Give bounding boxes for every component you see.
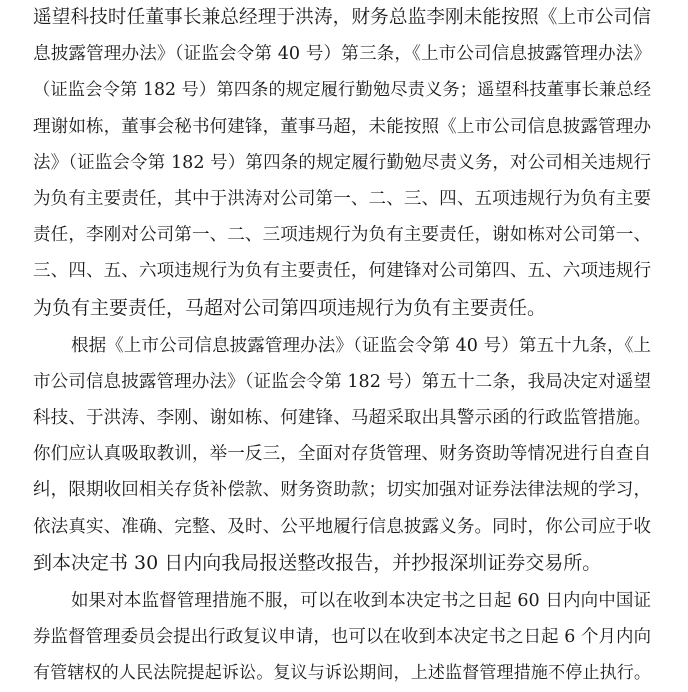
text-line: 科技、于洪涛、李刚、谢如栋、何建锋、马超采取出具警示函的行政监管措施。	[33, 408, 651, 429]
paragraph-responsibility	[33, 0, 651, 326]
text-line: 券监督管理委员会提出行政复议申请，也可以在收到本决定书之日起 6 个月内向	[33, 627, 651, 648]
text-line: 你们应认真吸取教训，举一反三，全面对存货管理、财务资助等情况进行自查自	[33, 444, 651, 465]
document-body	[33, 0, 651, 692]
text-line: （证监会令第 182 号）第四条的规定履行勤勉尽责义务；遥望科技董事长兼总经	[33, 80, 651, 101]
paragraph-decision	[33, 328, 651, 581]
text-line: 到本决定书 30 日内向我局报送整改报告，并抄报深圳证券交易所。	[33, 551, 602, 574]
text-line: 有管辖权的人民法院提起诉讼。复议与诉讼期间，上述监督管理措施不停止执行。	[33, 663, 651, 684]
text-line: 三、四、五、六项违规行为负有主要责任，何建锋对公司第四、五、六项违规行	[33, 261, 651, 282]
text-line: 理谢如栋，董事会秘书何建锋，董事马超，未能按照《上市公司信息披露管理办	[33, 116, 651, 137]
text-line: 市公司信息披露管理办法》（证监会令第 182 号）第五十二条，我局决定对遥望	[33, 371, 651, 392]
text-line: 息披露管理办法》（证监会令第 40 号）第三条，《上市公司信息披露管理办法》	[33, 44, 651, 65]
paragraph-appeal	[33, 583, 651, 692]
text-line: 如果对本监督管理措施不服，可以在收到本决定书之日起 60 日内向中国证	[71, 591, 651, 611]
text-line: 责任，李刚对公司第一、二、三项违规行为负有主要责任，谢如栋对公司第一、	[33, 225, 651, 246]
text-line: 为负有主要责任，马超对公司第四项违规行为负有主要责任。	[33, 296, 547, 319]
text-line: 为负有主要责任，其中于洪涛对公司第一、二、三、四、五项违规行为负有主要	[33, 188, 651, 209]
text-line: 纠，限期收回相关存货补偿款、财务资助款；切实加强对证券法律法规的学习，	[33, 480, 651, 501]
text-line: 根据《上市公司信息披露管理办法》（证监会令第 40 号）第五十九条，《上	[71, 335, 651, 356]
text-line: 依法真实、准确、完整、及时、公平地履行信息披露义务。同时，你公司应于收	[33, 516, 651, 537]
text-line: 法》（证监会令第 182 号）第四条的规定履行勤勉尽责义务，对公司相关违规行	[33, 152, 651, 173]
text-line: 遥望科技时任董事长兼总经理于洪涛，财务总监李刚未能按照《上市公司信	[33, 7, 651, 28]
